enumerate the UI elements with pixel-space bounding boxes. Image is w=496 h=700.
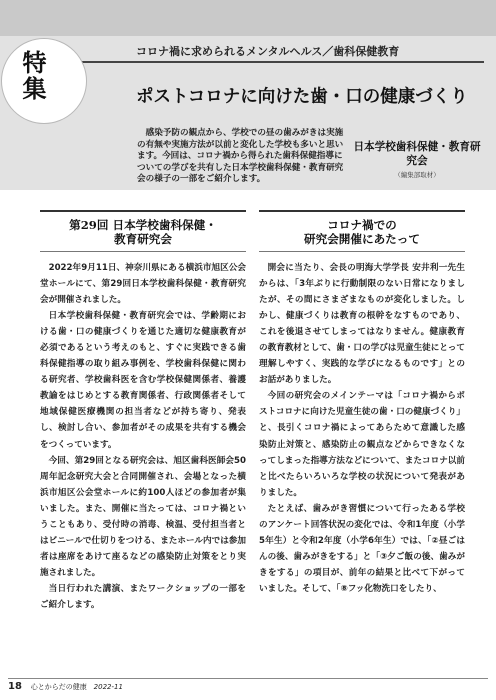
section-heading-line: 第29回 日本学校歯科保健・ — [69, 218, 217, 232]
header-divider — [70, 61, 484, 63]
body-paragraph: 開会に当たり、会長の明海大学学長 安井利一先生からは、「3年ぶりに行動制限のない日常になりましたが、その間にさまざまなものが変化しました。しかし、健康づくりは教育の根幹をなすものであり、これを後退させてしまってはなりません。健康教育の教育教材として、歯・口の学びは児童生徒にとって理解しやすく、実践的な学びになるものです」とのお話がありました。 — [259, 263, 465, 386]
body-paragraph: 今回の研究会のメインテーマは「コロナ禍からポストコロナに向けた児童生徒の歯・口の健康づくり」と、長引くコロナ禍によってあらためて意識した感染防止対策と、感染防止の観点などからできなくなってしまった指導方法などについて、またコロナ以前と比べたらいろいろな学校の状況について発表がありました。 — [259, 391, 465, 498]
left-column — [40, 210, 246, 613]
page-title: ポストコロナに向けた歯・口の健康づくり — [136, 87, 468, 107]
body-paragraph: たとえば、歯みがき習慣について行ったある学校のアンケート回答状況の変化では、令和1年度（小学5年生）と令和2年度（小学6年生）では、「②昼ごはんの後、歯みがきをする」と「③夕ご飯の後、歯みがきをする」の項目が、前年の結果と比べて下がっていました。そして、「⑧フッ化物洗口をしたり、 — [259, 503, 465, 594]
magazine-name: 心とからだの健康 — [30, 683, 87, 691]
body-paragraph: 2022年9月11日、神奈川県にある横浜市旭区公会堂ホールにて、第29回日本学校歯科保健・教育研究会が開催されました。 — [40, 263, 246, 306]
right-column — [259, 210, 465, 597]
body-paragraph: 日本学校歯科保健・教育研究会では、学齢期における歯・口の健康づくりを通じた適切な健康教育が必須であるという考えのもと、すぐに実践できる歯科保健指導の取り組み事例を、学校歯科保健に関わる研究者、学校歯科医を含む学校保健関係者、養護教諭をはじめとする教育関係者、行政関係者そして地域保健医療機関の担当者などが持ち寄り、発表し、検討し合い、参加者がその成果を共有する機会をつくっています。 — [40, 311, 246, 450]
series-title: コロナ禍に求められるメンタルヘルス／歯科保健教育 — [136, 45, 400, 58]
section-heading — [259, 210, 465, 252]
body-paragraph: 今回、第29回となる研究会は、旭区歯科医師会50周年記念研究大会と合同開催され、会場となった横浜市旭区公会堂ホールに約100人ほどの参加者が集いました。また、開催に当たっては、コロナ禍ということもあり、受付時の消毒、検温、受付担当者とはビニールで仕切りをつける、またホール内では参加者は座席をあけて座るなどの感染防止対策をとり実施されました。 — [40, 455, 246, 578]
editorial-note: （編集部取材） — [394, 171, 440, 179]
section-heading-line: 研究会開催にあたって — [304, 232, 420, 246]
section-heading-line: コロナ禍での — [327, 218, 397, 232]
page-number: 18 — [8, 681, 22, 692]
organization-block — [352, 140, 482, 179]
issue-label: 2022-11 — [93, 683, 123, 691]
section-heading — [40, 210, 246, 252]
page-footer — [8, 681, 123, 695]
footer-divider — [8, 678, 488, 679]
section-heading-line: 教育研究会 — [114, 232, 172, 246]
top-strip — [0, 0, 496, 36]
body-paragraph: 当日行われた講演、またワークショップの一部をご紹介します。 — [40, 583, 246, 610]
feature-label: 特集 — [18, 50, 47, 102]
lead-paragraph: 感染予防の観点から、学校での昼の歯みがきは実施の有無や実施方法が以前と変化した学校も多いと思います。今回は、コロナ禍から得られた歯科保健指導についての学びを共有した日本学校歯科保健・教育研究会の様子の一部をご紹介します。 — [137, 128, 344, 185]
lead-text — [137, 128, 349, 186]
organization-name: 日本学校歯科保健・教育研究会 — [353, 141, 481, 167]
